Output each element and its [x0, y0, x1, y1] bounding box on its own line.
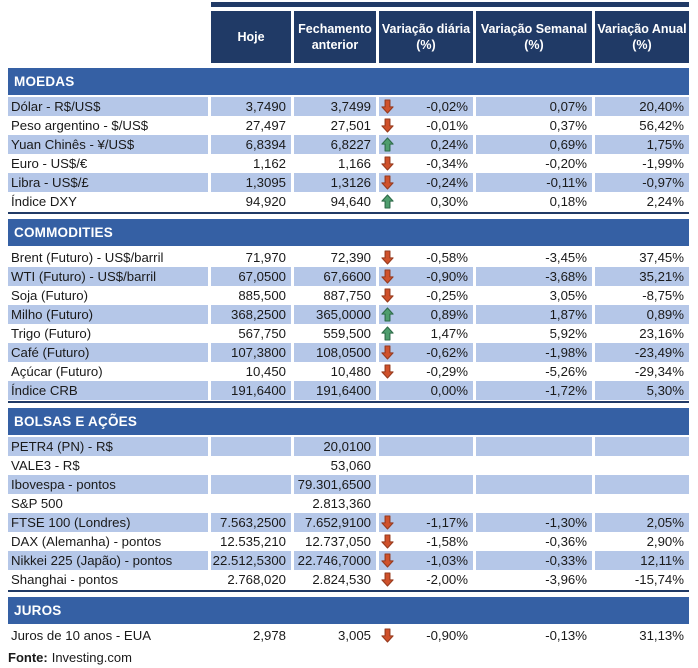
row-label: Dólar - R$/US$: [8, 97, 208, 116]
down-arrow-icon: [381, 288, 394, 303]
daily-variation-cell: [379, 532, 473, 551]
previous-close-value: 1,3126: [294, 173, 376, 192]
daily-variation-value: 1,47%: [430, 326, 468, 341]
down-arrow-icon: [381, 364, 394, 379]
annual-variation-value: -23,49%: [595, 343, 689, 362]
table-row: [8, 513, 698, 532]
table-row: [8, 173, 698, 192]
previous-close-value: 887,750: [323, 288, 371, 303]
daily-variation-cell: [379, 362, 473, 381]
previous-close-value: 2.813,360: [312, 496, 371, 511]
weekly-variation-value: -0,13%: [545, 628, 587, 643]
table-row: [8, 305, 698, 324]
weekly-variation-value: 0,07%: [476, 97, 592, 116]
daily-variation-value: 0,89%: [430, 307, 468, 322]
up-arrow-icon: [381, 326, 394, 341]
annual-variation-value: 20,40%: [595, 97, 689, 116]
down-arrow-icon: [381, 515, 394, 530]
today-value: 191,6400: [211, 381, 291, 400]
weekly-variation-value: 0,37%: [549, 118, 587, 133]
col-header-annual-variation: Variação Anual (%): [595, 11, 689, 63]
table-row: [8, 362, 698, 381]
daily-variation-cell: [379, 116, 473, 135]
up-arrow-icon: [381, 137, 394, 152]
previous-close-value: 1,166: [337, 156, 371, 171]
annual-variation-value: -29,34%: [634, 364, 684, 379]
annual-variation-value: 35,21%: [595, 267, 689, 286]
daily-variation-cell: [379, 381, 473, 400]
table-row: [8, 456, 698, 475]
col-header-weekly-variation: Variação Semanal (%): [476, 11, 592, 63]
weekly-variation-value: -3,68%: [476, 267, 592, 286]
previous-close-value: 53,060: [330, 458, 371, 473]
table-row: [8, 343, 698, 362]
row-label: Nikkei 225 (Japão) - pontos: [8, 551, 208, 570]
annual-variation-value: 23,16%: [639, 326, 684, 341]
table-row: [8, 475, 698, 494]
row-label: VALE3 - R$: [11, 458, 80, 473]
previous-close-value: 108,0500: [294, 343, 376, 362]
row-label: Juros de 10 anos - EUA: [11, 628, 152, 643]
section-header-juros: JUROS: [8, 597, 689, 624]
annual-variation-value: [595, 437, 689, 456]
down-arrow-icon: [381, 250, 394, 265]
daily-variation-cell: [379, 570, 473, 589]
today-value: 67,0500: [211, 267, 291, 286]
daily-variation-cell: [379, 97, 473, 116]
today-value: [211, 494, 291, 513]
daily-variation-value: -1,58%: [426, 534, 468, 549]
annual-variation-value: -1,99%: [642, 156, 684, 171]
daily-variation-cell: [379, 135, 473, 154]
row-label: Peso argentino - $/US$: [11, 118, 149, 133]
daily-variation-value: -1,17%: [426, 515, 468, 530]
daily-variation-cell: [379, 248, 473, 267]
source-value: Investing.com: [51, 650, 132, 665]
row-label: Índice DXY: [11, 194, 77, 209]
annual-variation-value: -8,75%: [642, 288, 684, 303]
annual-variation-value: -0,97%: [595, 173, 689, 192]
weekly-variation-value: -0,20%: [545, 156, 587, 171]
table-row: [8, 154, 698, 173]
annual-variation-value: 56,42%: [639, 118, 684, 133]
row-label: PETR4 (PN) - R$: [8, 437, 208, 456]
table-row: [8, 551, 698, 570]
annual-variation-value: 2,24%: [646, 194, 684, 209]
weekly-variation-value: -5,26%: [545, 364, 587, 379]
row-label: Trigo (Futuro): [11, 326, 92, 341]
section-divider: [8, 212, 689, 214]
daily-variation-value: -1,03%: [426, 553, 468, 568]
row-label: Café (Futuro): [8, 343, 208, 362]
table-header-row: [8, 11, 698, 63]
weekly-variation-value: [476, 437, 592, 456]
weekly-variation-value: -3,96%: [545, 572, 587, 587]
today-value: 27,497: [245, 118, 286, 133]
table-row: [8, 267, 698, 286]
today-value: 10,450: [245, 364, 286, 379]
daily-variation-value: -0,34%: [426, 156, 468, 171]
previous-close-value: 67,6600: [294, 267, 376, 286]
section-header-moedas: MOEDAS: [8, 68, 689, 95]
previous-close-value: 3,7499: [294, 97, 376, 116]
weekly-variation-value: -3,45%: [545, 250, 587, 265]
section-divider: [8, 401, 689, 403]
weekly-variation-value: -0,36%: [545, 534, 587, 549]
section-moedas: [8, 68, 698, 214]
today-value: 567,750: [238, 326, 286, 341]
annual-variation-value: 37,45%: [639, 250, 684, 265]
weekly-variation-value: -1,98%: [476, 343, 592, 362]
today-value: 2,978: [252, 628, 286, 643]
today-value: [211, 475, 291, 494]
source-note: [8, 650, 698, 665]
table-row: [8, 97, 698, 116]
down-arrow-icon: [381, 628, 394, 643]
previous-close-value: 12.737,050: [304, 534, 371, 549]
today-value: 12.535,210: [219, 534, 286, 549]
down-arrow-icon: [381, 118, 394, 133]
daily-variation-value: -2,00%: [426, 572, 468, 587]
col-header-today: Hoje: [211, 11, 291, 63]
daily-variation-value: -0,58%: [426, 250, 468, 265]
row-label: FTSE 100 (Londres): [8, 513, 208, 532]
daily-variation-cell: [379, 267, 473, 286]
weekly-variation-value: 0,18%: [549, 194, 587, 209]
row-label: Soja (Futuro): [11, 288, 88, 303]
down-arrow-icon: [381, 269, 394, 284]
daily-variation-cell: [379, 513, 473, 532]
down-arrow-icon: [381, 553, 394, 568]
table-row: [8, 286, 698, 305]
down-arrow-icon: [381, 156, 394, 171]
table-row: [8, 532, 698, 551]
daily-variation-value: -0,24%: [426, 175, 468, 190]
source-label: Fonte:: [8, 650, 48, 665]
weekly-variation-value: [476, 456, 592, 475]
table-row: [8, 626, 698, 645]
daily-variation-cell: [379, 192, 473, 211]
section-bolsas-e-acoes: [8, 408, 698, 592]
section-header-bolsas-e-acoes: BOLSAS E AÇÕES: [8, 408, 689, 435]
daily-variation-value: -0,02%: [426, 99, 468, 114]
previous-close-value: 7.652,9100: [294, 513, 376, 532]
previous-close-value: 2.824,530: [312, 572, 371, 587]
table-row: [8, 437, 698, 456]
table-row: [8, 248, 698, 267]
today-value: [211, 437, 291, 456]
previous-close-value: 72,390: [330, 250, 371, 265]
down-arrow-icon: [381, 534, 394, 549]
table-row: [8, 570, 698, 589]
table-row: [8, 192, 698, 211]
up-arrow-icon: [381, 307, 394, 322]
header-spacer: [8, 11, 208, 63]
annual-variation-value: [595, 494, 689, 513]
row-label: Açúcar (Futuro): [11, 364, 103, 379]
today-value: 3,7490: [211, 97, 291, 116]
daily-variation-value: -0,90%: [426, 628, 468, 643]
weekly-variation-value: -0,33%: [476, 551, 592, 570]
annual-variation-value: 0,89%: [595, 305, 689, 324]
row-label: Ibovespa - pontos: [8, 475, 208, 494]
daily-variation-value: -0,90%: [426, 269, 468, 284]
annual-variation-value: [595, 475, 689, 494]
daily-variation-cell: [379, 286, 473, 305]
row-label: WTI (Futuro) - US$/barril: [8, 267, 208, 286]
down-arrow-icon: [381, 175, 394, 190]
daily-variation-value: -0,25%: [426, 288, 468, 303]
annual-variation-value: 2,90%: [646, 534, 684, 549]
weekly-variation-value: [476, 475, 592, 494]
weekly-variation-value: -1,30%: [476, 513, 592, 532]
today-value: 368,2500: [211, 305, 291, 324]
daily-variation-value: -0,01%: [426, 118, 468, 133]
daily-variation-value: 0,24%: [430, 137, 468, 152]
daily-variation-cell: [379, 154, 473, 173]
today-value: 22.512,5300: [211, 551, 291, 570]
previous-close-value: 559,500: [323, 326, 371, 341]
row-label: Índice CRB: [8, 381, 208, 400]
table-row: [8, 494, 698, 513]
col-header-daily-variation: Variação diária (%): [379, 11, 473, 63]
annual-variation-value: 2,05%: [595, 513, 689, 532]
today-value: 885,500: [238, 288, 286, 303]
previous-close-value: 22.746,7000: [294, 551, 376, 570]
table-row: [8, 135, 698, 154]
daily-variation-value: -0,62%: [426, 345, 468, 360]
daily-variation-value: 0,00%: [430, 383, 468, 398]
today-value: 107,3800: [211, 343, 291, 362]
weekly-variation-value: 0,69%: [476, 135, 592, 154]
daily-variation-cell: [379, 324, 473, 343]
today-value: 1,3095: [211, 173, 291, 192]
row-label: Brent (Futuro) - US$/barril: [11, 250, 164, 265]
previous-close-value: 365,0000: [294, 305, 376, 324]
daily-variation-cell: [379, 626, 473, 645]
today-value: [211, 456, 291, 475]
daily-variation-value: 0,30%: [430, 194, 468, 209]
today-value: 71,970: [245, 250, 286, 265]
row-label: DAX (Alemanha) - pontos: [11, 534, 162, 549]
today-value: 94,920: [245, 194, 286, 209]
row-label: S&P 500: [11, 496, 63, 511]
annual-variation-value: 5,30%: [595, 381, 689, 400]
weekly-variation-value: 3,05%: [549, 288, 587, 303]
daily-variation-cell: [379, 494, 473, 513]
table-row: [8, 324, 698, 343]
today-value: 6,8394: [211, 135, 291, 154]
weekly-variation-value: 1,87%: [476, 305, 592, 324]
section-juros: [8, 597, 698, 645]
annual-variation-value: [595, 456, 689, 475]
section-header-commodities: COMMODITIES: [8, 219, 689, 246]
daily-variation-cell: [379, 437, 473, 456]
daily-variation-cell: [379, 551, 473, 570]
weekly-variation-value: 5,92%: [549, 326, 587, 341]
previous-close-value: 3,005: [337, 628, 371, 643]
row-label: Euro - US$/€: [11, 156, 88, 171]
weekly-variation-value: -1,72%: [476, 381, 592, 400]
annual-variation-value: 1,75%: [595, 135, 689, 154]
daily-variation-cell: [379, 456, 473, 475]
previous-close-value: 10,480: [330, 364, 371, 379]
previous-close-value: 20,0100: [294, 437, 376, 456]
previous-close-value: 94,640: [330, 194, 371, 209]
daily-variation-cell: [379, 173, 473, 192]
section-divider: [8, 590, 689, 592]
previous-close-value: 191,6400: [294, 381, 376, 400]
annual-variation-value: 12,11%: [595, 551, 689, 570]
weekly-variation-value: [476, 494, 592, 513]
row-label: Libra - US$/£: [8, 173, 208, 192]
annual-variation-value: -15,74%: [634, 572, 684, 587]
previous-close-value: 27,501: [330, 118, 371, 133]
row-label: Yuan Chinês - ¥/US$: [8, 135, 208, 154]
col-header-previous-close: Fechamento anterior: [294, 11, 376, 63]
daily-variation-cell: [379, 305, 473, 324]
table-body: [8, 68, 698, 645]
today-value: 2.768,020: [227, 572, 286, 587]
down-arrow-icon: [381, 345, 394, 360]
today-value: 7.563,2500: [211, 513, 291, 532]
down-arrow-icon: [381, 99, 394, 114]
today-value: 1,162: [252, 156, 286, 171]
daily-variation-value: -0,29%: [426, 364, 468, 379]
table-row: [8, 116, 698, 135]
up-arrow-icon: [381, 194, 394, 209]
daily-variation-cell: [379, 475, 473, 494]
previous-close-value: 79.301,6500: [294, 475, 376, 494]
row-label: Shanghai - pontos: [11, 572, 119, 587]
daily-variation-cell: [379, 343, 473, 362]
weekly-variation-value: -0,11%: [476, 173, 592, 192]
down-arrow-icon: [381, 572, 394, 587]
previous-close-value: 6,8227: [294, 135, 376, 154]
section-commodities: [8, 219, 698, 403]
row-label: Milho (Futuro): [8, 305, 208, 324]
table-row: [8, 381, 698, 400]
top-accent-bar: [211, 2, 689, 7]
annual-variation-value: 31,13%: [639, 628, 684, 643]
